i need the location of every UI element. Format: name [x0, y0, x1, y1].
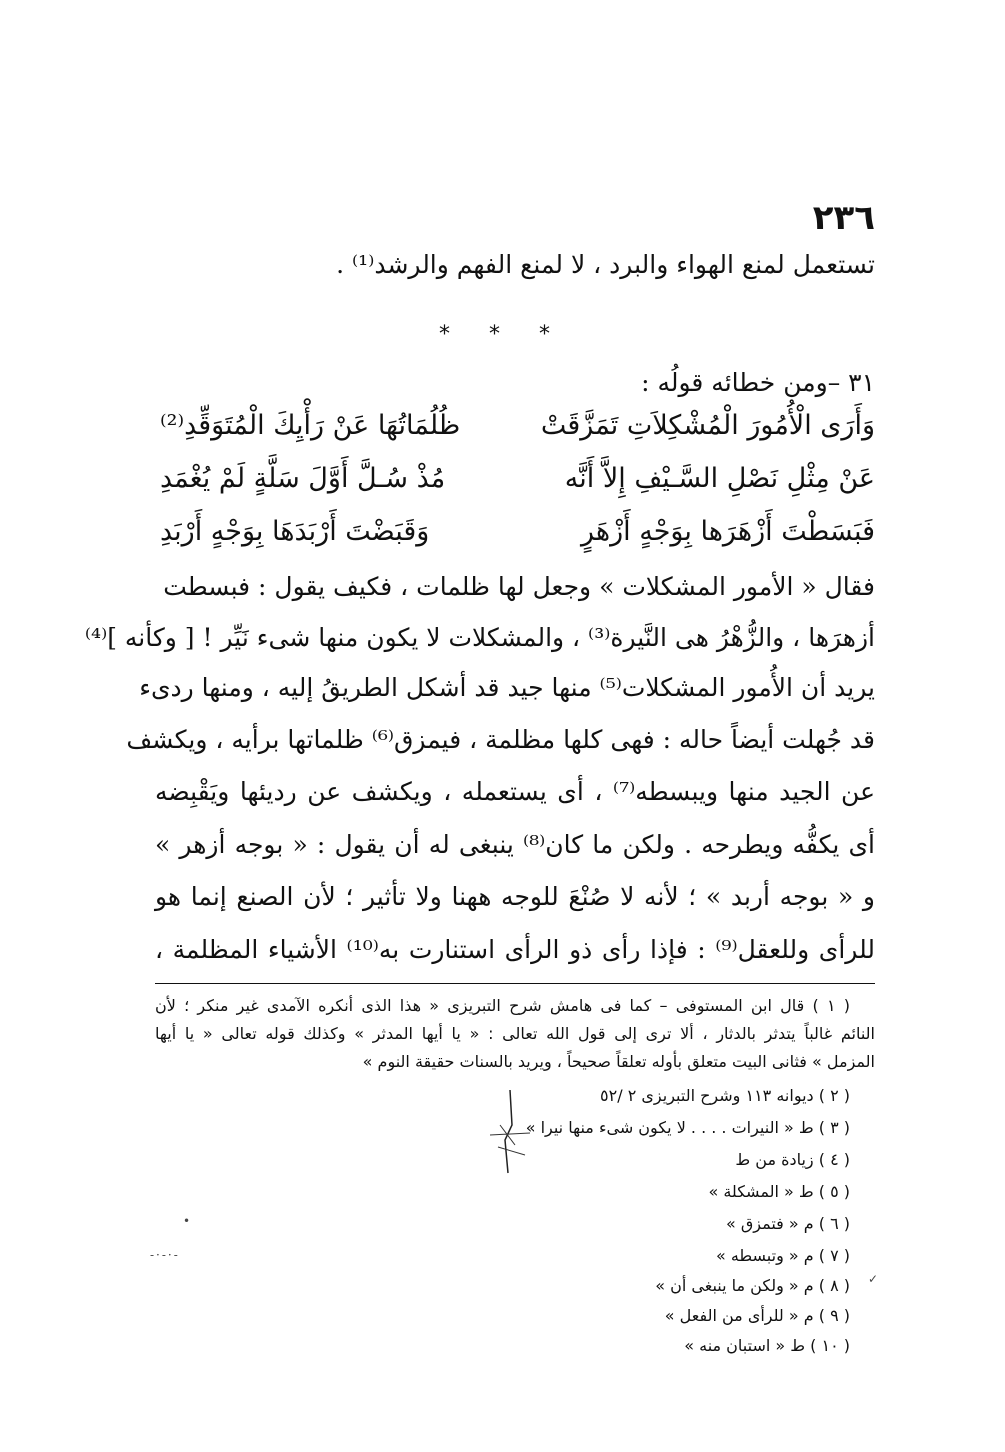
footnote-item: ( ١٠ ) ط « استبان منه »	[684, 1336, 850, 1355]
footnote-line: ( ١ ) قال ابن المستوفى – كما فى هامش شرح التبريزى « هذا الذى أنكره الآمدى غير منكر ؛ لأن	[155, 996, 850, 1015]
commentary-line: أزهرَها ، والزُّهْرُ هى النَّيرة⁽³⁾ ، والمشكلات لا يكون منها شىء نَيِّر ! [ وكأنه ]⁽⁴⁾	[84, 623, 875, 652]
commentary-line: و « بوجه أربد » ؛ لأنه لا صُنْعَ للوجه ههنا ولا تأثير ؛ لأن الصنع إنما هو	[155, 882, 875, 911]
footnote-line: المزمل » فثانى البيت متعلق بأوله تعلقاً صحيحاً ، ويريد بالسنات حقيقة النوم »	[362, 1052, 875, 1071]
verse-second-hemistich: وَقَبَضْتَ أَرْبَدَهَا بِوَجْهٍ أَرْبَدِ	[160, 516, 430, 547]
commentary-line: للرأى وللعقل⁽⁹⁾ : فإذا رأى ذو الرأى استنارت به⁽¹⁰⁾ الأشياء المظلمة ،	[155, 935, 875, 964]
ink-speck: ✓	[868, 1272, 879, 1286]
verse-line	[160, 516, 875, 562]
footnote-item: ( ٨ ) م « ولكن ما ينبغى أن »	[655, 1276, 850, 1295]
verse-second-hemistich: ظُلُمَاتُهَا عَنْ رَأْيِكَ الْمُتَوَقِّدِ⁽²⁾	[160, 410, 461, 441]
footnote-item: ( ٩ ) م « للرأى من الفعل »	[664, 1306, 850, 1325]
verse-first-hemistich: عَنْ مِثْلِ نَصْلِ السَّـيْفِ إِلاَّ أَنَّه	[564, 463, 875, 494]
commentary-line: قد جُهلت أيضاً حاله : فهى كلها مظلمة ، فيمزق⁽⁶⁾ ظلماتها برأيه ، ويكشف	[126, 725, 875, 754]
ink-smudge-mark	[470, 1085, 540, 1175]
intro-line: تستعمل لمنع الهواء والبرد ، لا لمنع الفهم والرشد⁽¹⁾ .	[336, 250, 875, 279]
section-heading: ٣١ –ومن خطائه قولُه :	[641, 368, 875, 397]
commentary-line: عن الجيد منها ويبسطه⁽⁷⁾ ، أى يستعمله ، ويكشف عن رديئها ويَقْبِضه	[155, 777, 875, 806]
ink-speck: •	[183, 1214, 191, 1228]
footnote-item: ( ٤ ) زيادة من ط	[735, 1150, 850, 1169]
footnote-divider	[155, 983, 875, 984]
footnote-item: ( ٣ ) ط « النيرات . . . . لا يكون شىء منها نيرا »	[525, 1118, 850, 1137]
section-separator: * * *	[439, 322, 566, 347]
commentary-line: فقال « الأمور المشكلات » وجعل لها ظلمات ، فكيف يقول : فبسطت	[163, 572, 875, 601]
page-number: ٢٣٦	[812, 198, 875, 238]
footnote-line: النائم غالباً يتدثر بالدثار ، ألا ترى إلى قول الله تعالى : « يا أيها المدثر » وكذلك قوله تعالى « يا أيها	[155, 1024, 875, 1043]
verse-first-hemistich: فَبَسَطْتَ أَزْهَرَها بِوَجْهٍ أَزْهَرٍ	[581, 516, 875, 547]
verse-first-hemistich: وَأَرَى الْأُمُورَ الْمُشْكِلاَتِ تَمَزَّقَتْ	[540, 410, 875, 441]
verse-line	[160, 410, 875, 456]
footnote-item: ( ٢ ) ديوانه ١١٣ وشرح التبريزى ٢ /٥٢	[600, 1086, 850, 1105]
footnote-item: ( ٧ ) م « وتبسطه »	[715, 1246, 850, 1265]
commentary-line: يريد أن الأُمور المشكلات⁽⁵⁾ منها جيد قد أشكل الطريقُ إليه ، ومنها ردىء	[139, 673, 875, 702]
footnote-item: ( ٦ ) م « فتمزق »	[725, 1214, 850, 1233]
commentary-line: أى يكفُّه ويطرحه . ولكن ما كان⁽⁸⁾ ينبغى له أن يقول : « بوجه أزهر »	[155, 830, 876, 859]
footnote-item: ( ٥ ) ط « المشكلة »	[708, 1182, 850, 1201]
verse-second-hemistich: مُذْ سُـلَّ أَوَّلَ سَلَّةٍ لَمْ يُغْمَدِ	[160, 463, 446, 494]
verse-line	[160, 463, 875, 509]
ink-speck: -·-·-	[150, 1248, 180, 1262]
